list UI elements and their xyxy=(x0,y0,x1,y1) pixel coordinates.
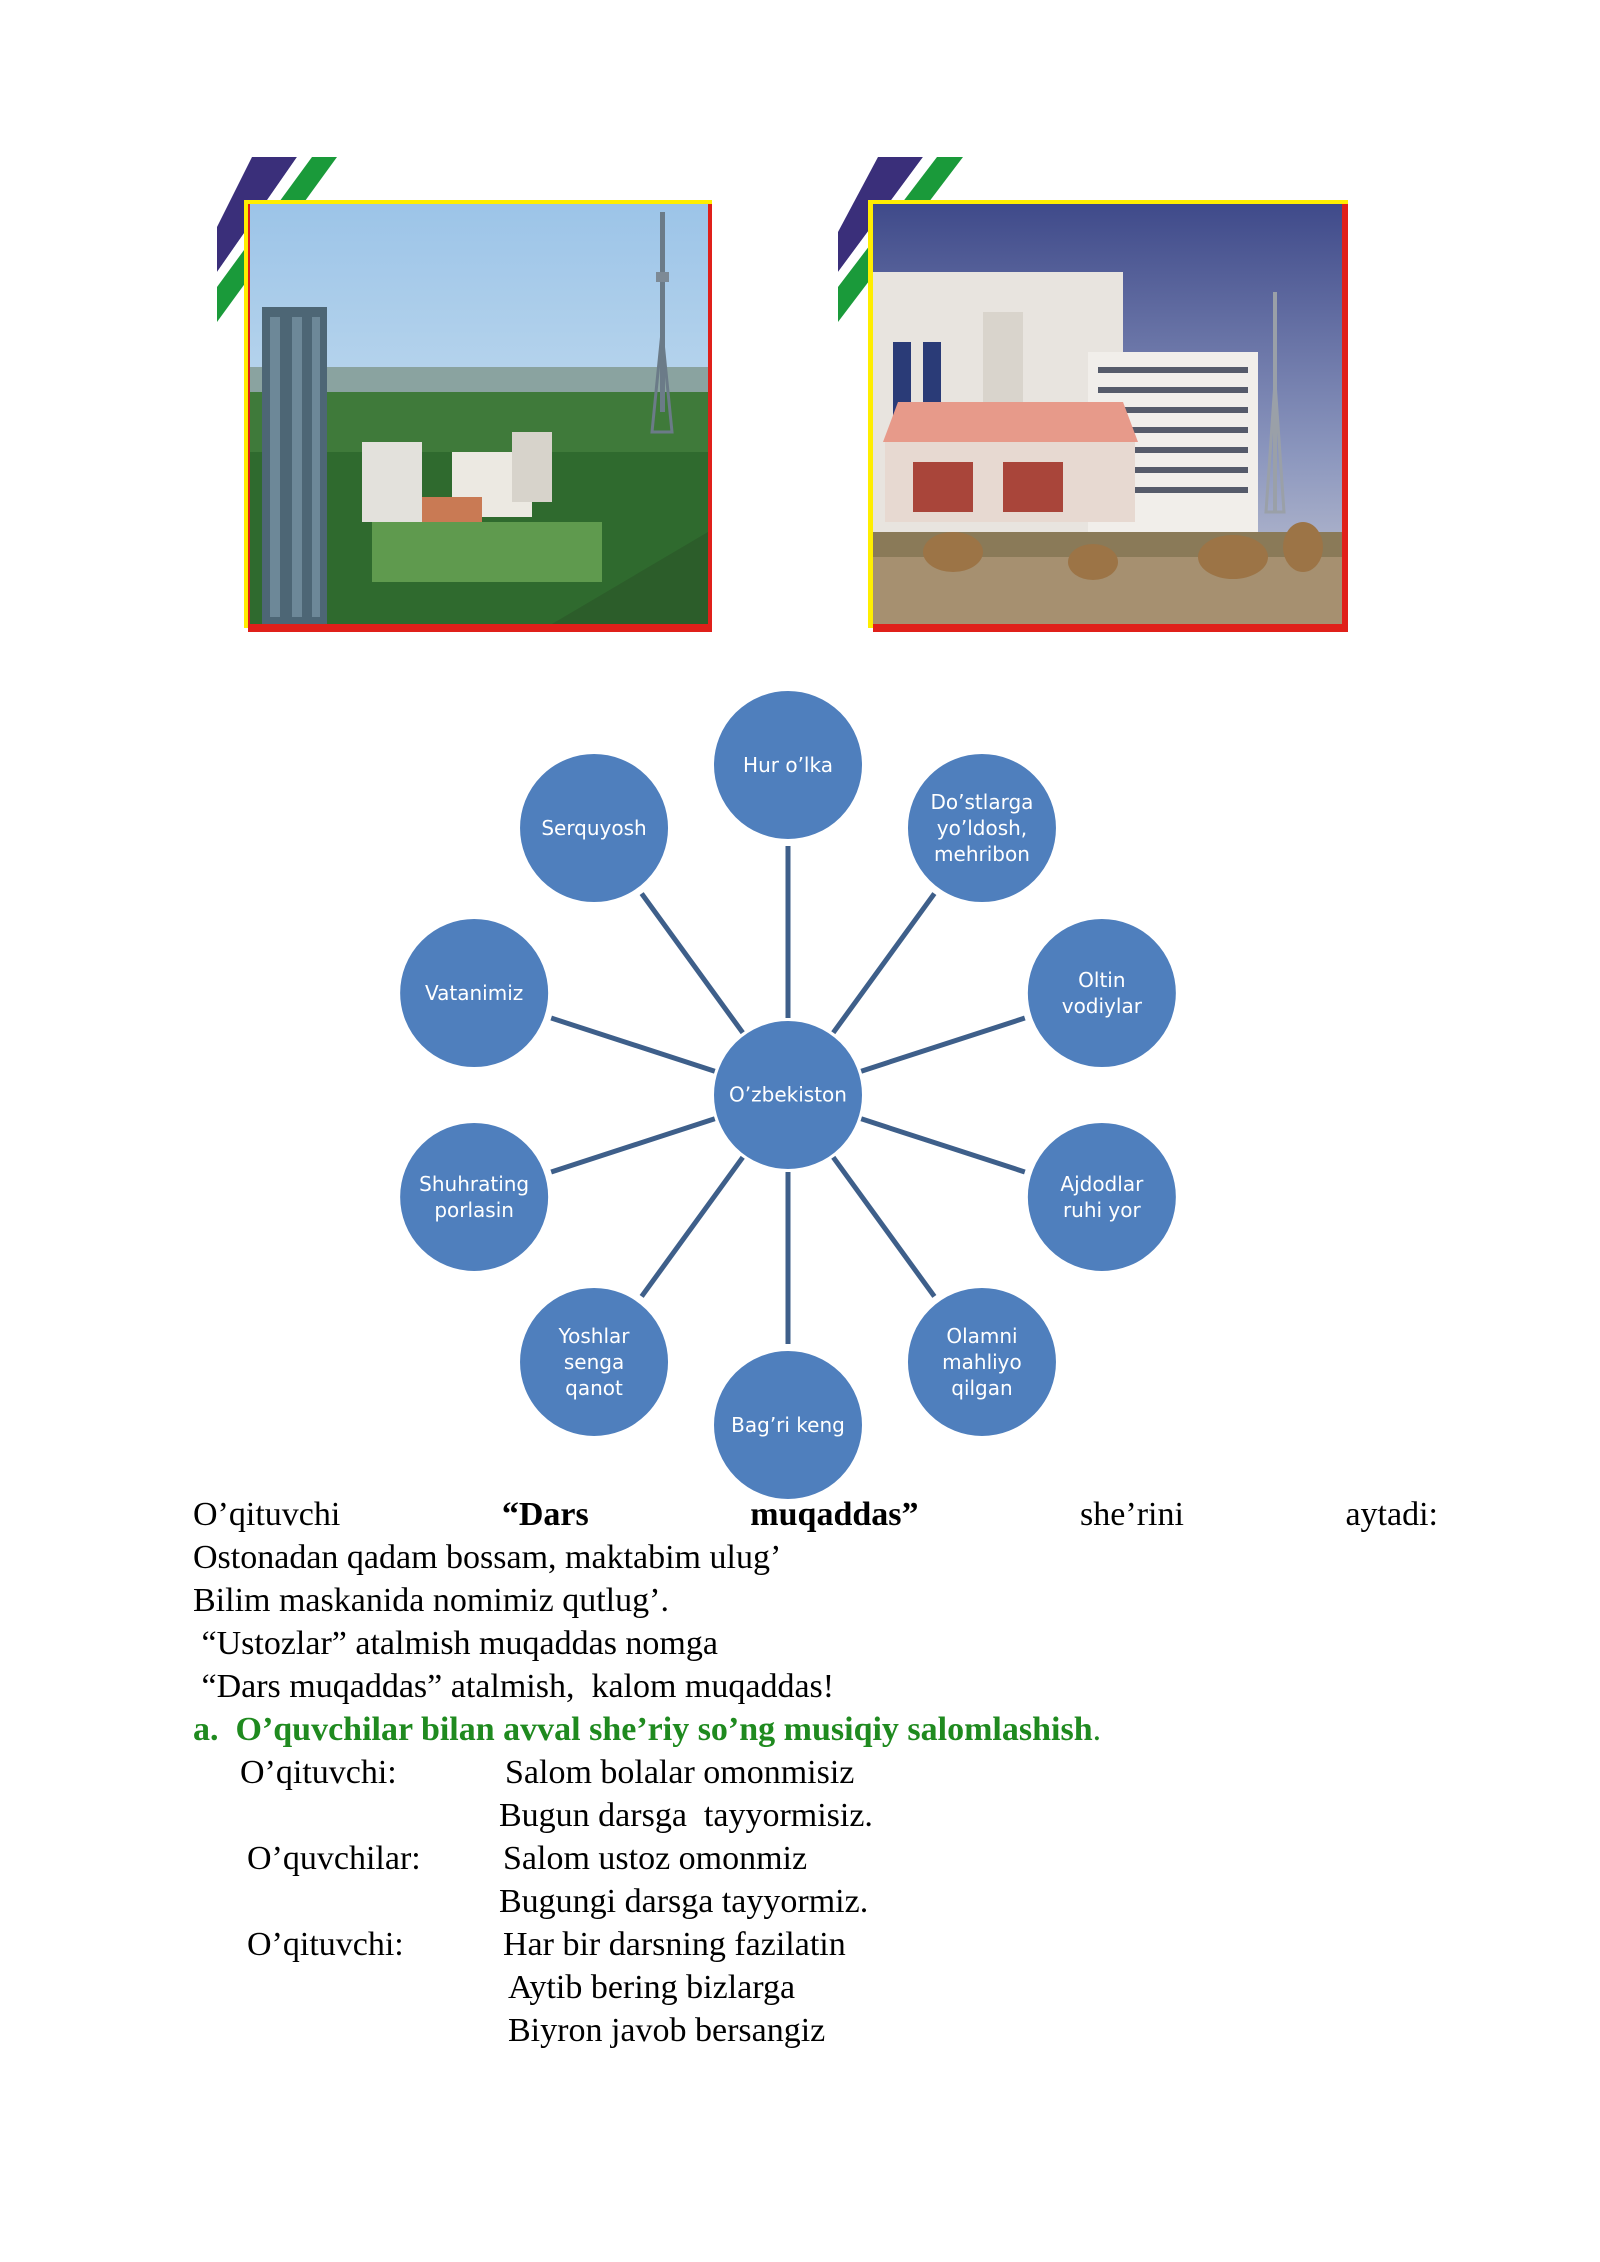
mind-map-node xyxy=(519,1287,669,1437)
mind-map-node xyxy=(399,918,549,1068)
intro-word: “Dars xyxy=(501,1496,589,1533)
mind-map-nodes xyxy=(399,690,1177,1500)
mind-map-node-circle xyxy=(1027,1122,1177,1272)
dialogue-line: Salom ustoz omonmiz xyxy=(503,1840,808,1877)
mind-map-node-label: vodiylar xyxy=(1061,994,1142,1019)
connector-line xyxy=(551,1018,715,1071)
mind-map-node xyxy=(907,753,1057,903)
tashkent-modern-buildings-photo xyxy=(833,152,1353,637)
dialogue-line: Biyron javob bersangiz xyxy=(508,2012,826,2049)
connector-line xyxy=(642,894,743,1033)
mind-map-node-label: qanot xyxy=(565,1375,623,1400)
mind-map-node-circle xyxy=(399,1122,549,1272)
mind-map-center-node xyxy=(713,1020,863,1170)
mind-map-node-label: Do’stlarga xyxy=(930,790,1034,815)
poem-line: “Dars muqaddas” atalmish, kalom muqaddas! xyxy=(193,1668,835,1705)
mind-map-node-label: Bag’ri keng xyxy=(731,1413,845,1437)
intro-word: O’qituvchi xyxy=(193,1496,341,1533)
mind-map-node-label: Oltin xyxy=(1078,968,1126,993)
dialogue-role: O’quvchilar: xyxy=(247,1840,421,1877)
mind-map-node-label: ruhi yor xyxy=(1062,1197,1141,1222)
mind-map-node-label: Vatanimiz xyxy=(425,981,524,1006)
mind-map-node-label: porlasin xyxy=(434,1197,514,1222)
dialogue-line: Bugun darsga tayyormisiz. xyxy=(499,1797,873,1834)
section-a-heading xyxy=(193,1708,1101,1751)
section-marker: a. xyxy=(193,1711,219,1748)
mind-map-node xyxy=(1027,1122,1177,1272)
mind-map-node-label: mahliyo xyxy=(942,1349,1022,1374)
dialogue-line: Bugungi darsga tayyormiz. xyxy=(499,1883,869,1920)
mind-map-node xyxy=(519,753,669,903)
buildings-photo-frame xyxy=(833,152,1353,637)
dialogue-role: O’qituvchi: xyxy=(247,1926,404,1963)
section-end: . xyxy=(1092,1711,1102,1748)
mind-map-node-label: mehribon xyxy=(934,842,1030,867)
mind-map-node-label: Ajdodlar xyxy=(1060,1171,1144,1196)
mind-map-node-label: senga xyxy=(563,1349,625,1374)
section-title: O’quvchilar bilan avval she’riy so’ng musiqiy salomlashish xyxy=(235,1711,1093,1748)
lesson-text xyxy=(193,1493,1443,2053)
dialogue-line: Aytib bering bizlarga xyxy=(508,1969,796,2006)
mind-map-node xyxy=(907,1287,1057,1437)
poem-line: Bilim maskanida nomimiz qutlug’. xyxy=(193,1582,669,1619)
connector-line xyxy=(833,894,934,1033)
mind-map-node-circle xyxy=(1027,918,1177,1068)
connector-line xyxy=(833,1157,934,1296)
poem-line: “Ustozlar” atalmish muqaddas nomga xyxy=(193,1625,718,1662)
intro-word: she’rini xyxy=(1080,1496,1184,1533)
poem-line: Ostonadan qadam bossam, maktabim ulug’ xyxy=(193,1539,782,1576)
mind-map-node xyxy=(399,1122,549,1272)
mind-map-node xyxy=(713,690,863,840)
dialogue-role: O’qituvchi: xyxy=(240,1754,397,1791)
cityscape-photo-frame xyxy=(212,152,722,637)
dialogue-line: Har bir darsning fazilatin xyxy=(503,1926,846,1963)
connector-line xyxy=(861,1119,1025,1172)
mind-map-node-label: qilgan xyxy=(951,1375,1013,1400)
connector-line xyxy=(642,1157,743,1296)
mind-map-node-label: Olamni xyxy=(946,1323,1018,1348)
connector-line xyxy=(551,1119,715,1172)
connector-line xyxy=(861,1018,1025,1071)
uzbekistan-mind-map xyxy=(380,670,1210,1500)
mind-map-node-label: Yoshlar xyxy=(558,1323,630,1348)
intro-word: aytadi: xyxy=(1345,1496,1438,1533)
mind-map-node-label: yo’ldosh, xyxy=(936,816,1028,841)
poem-intro-line xyxy=(193,1493,1438,1536)
mind-map-node xyxy=(1027,918,1177,1068)
mind-map-node-label: Serquyosh xyxy=(541,816,647,841)
mind-map-node xyxy=(713,1350,863,1500)
mind-map-center-node-label: O’zbekiston xyxy=(729,1082,847,1107)
mind-map-node-label: Hur o’lka xyxy=(743,753,833,777)
mind-map-node-label: Shuhrating xyxy=(419,1171,530,1196)
intro-word: muqaddas” xyxy=(750,1496,919,1533)
dialogue-line: Salom bolalar omonmisiz xyxy=(505,1754,855,1791)
tashkent-cityscape-photo xyxy=(212,152,722,637)
